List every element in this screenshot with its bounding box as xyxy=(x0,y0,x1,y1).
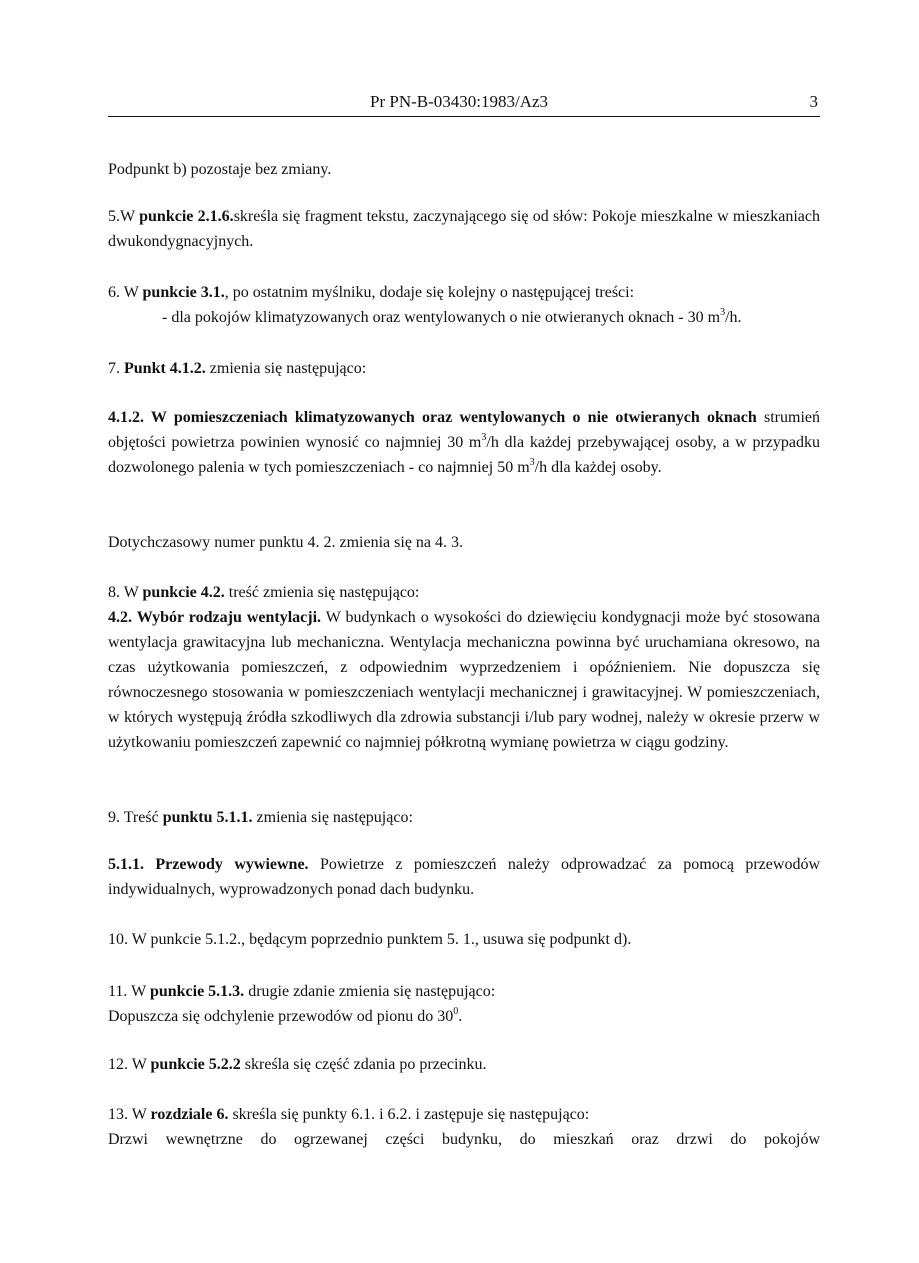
dash-list-item: - dla pokojów klimatyzowanych oraz wentylowanych o nie otwieranych oknach - 30 $m^3/h$. xyxy=(162,306,742,326)
paragraph-subpoint-b: Podpunkt b) pozostaje bez zmiany. xyxy=(108,161,332,178)
document-code: Pr PN-B-03430:1983/Az3 xyxy=(370,92,549,111)
paragraph-5-1-1: 5.1.1. Przewody wywiewne. Powietrze z pomieszczeń należy odprowadzać za pomocą przewodów indywidualnych, wyprowadzonych ponad dach budynku. xyxy=(108,856,820,898)
paragraph-item-11: 11. W punkcie 5.1.3. drugie zdanie zmienia się następująco: Dopuszcza się odchylenie przewodów od pionu do $30^0$. xyxy=(108,983,496,1025)
paragraph-item-10: 10. W punkcie 5.1.2., będącym poprzednio punktem 5. 1., usuwa się podpunkt d). xyxy=(108,931,632,948)
page-number: 3 xyxy=(809,92,818,111)
paragraph-renumber: Dotychczasowy numer punktu 4. 2. zmienia się na 4. 3. xyxy=(108,534,464,551)
paragraph-item-5: 5.W punkcie 2.1.6.skreśla się fragment tekstu, zaczynającego się od słów: Pokoje mieszkalne w mieszkaniach dwukondygnacyjnych. xyxy=(108,208,820,250)
paragraph-item-9: 9. Treść punktu 5.1.1. zmienia się następująco: xyxy=(108,809,413,826)
paragraph-item-12: 12. W punkcie 5.2.2 skreśla się część zdania po przecinku. xyxy=(108,1056,487,1073)
page-header xyxy=(108,92,820,117)
paragraph-item-6: 6. W punkcie 3.1., po ostatnim myślniku, dodaje się kolejny o następującej treści: - dla pokojów klimatyzowanych oraz wentylowanych o nie otwieranych oknach - 30 $m^3/h$. xyxy=(108,280,820,330)
paragraph-item-13: 13. W rozdziale 6. skreśla się punkty 6.1. i 6.2. i zastępuje się następująco: Drzwi wewnętrzne do ogrzewanej części budynku, do mieszkań oraz drzwi do pokojów xyxy=(108,1106,820,1148)
paragraph-item-7: 7. Punkt 4.1.2. zmienia się następująco: xyxy=(108,360,367,377)
paragraph-item-8: 8. W punkcie 4.2. treść zmienia się następująco: 4.2. Wybór rodzaju wentylacji. W budynkach o wysokości do dziewięciu kondygnacji może być stosowana wentylacja grawitacyjna lub mechaniczna. Wentylacja mechaniczna powinna być uruchamiana okresowo, na czas użytkowania pomieszczeń, z odpowiednim wyprzedzeniem i opóźnieniem. Nie dopuszcza się równoczesnego stosowania w pomieszczeniach wentylacji mechanicznej i grawitacyjnej. W pomieszczeniach, w których występują źródła szkodliwych dla zdrowia substancji i/lub pary wodnej, należy w okresie przerw w użytkowaniu pomieszczeń zapewnić co najmniej półkrotną wymianę powietrza w ciągu godziny. xyxy=(108,584,821,751)
paragraph-4-1-2: 4.1.2. W pomieszczeniach klimatyzowanych oraz wentylowanych o nie otwieranych oknach strumień objętości powietrza powinien wynosić co najmniej 30 $m^3/h$ dla każdej przebywającej osoby, a w przypadku dozwolonego palenia w tych pomieszczeniach - co najmniej 50 $m^3/h$ dla każdej osoby. xyxy=(108,409,821,476)
section-4-2-title: 4.2. Wybór rodzaju wentylacji. xyxy=(108,609,322,626)
